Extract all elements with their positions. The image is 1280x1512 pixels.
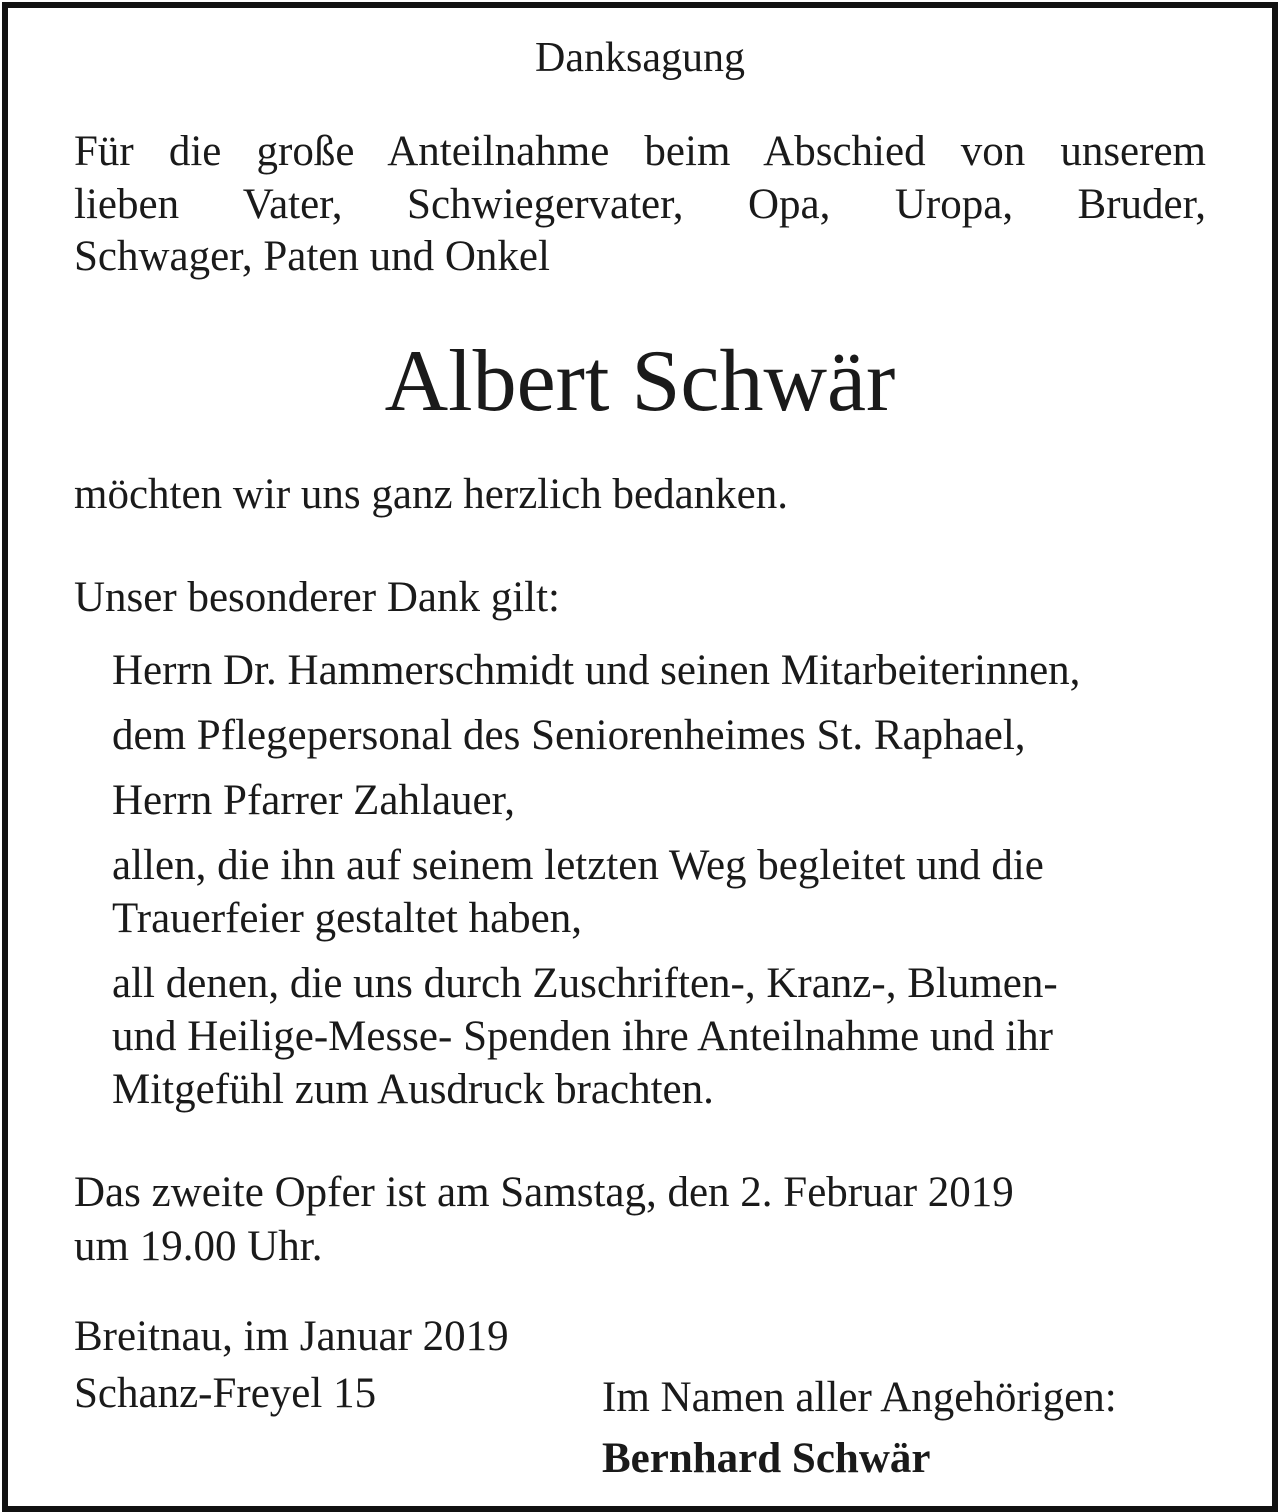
thanks-item: dem Pflegepersonal des Seniorenheimes St. Raphael, (112, 712, 1026, 759)
intro-line: lieben Vater, Schwiegervater, Opa, Uropa, Bruder, (74, 180, 1206, 228)
mass-notice: Das zweite Opfer ist am Samstag, den 2. Februar 2019 (74, 1169, 1014, 1216)
address: Schanz-Freyel 15 (74, 1370, 377, 1417)
thanks-item: Herrn Dr. Hammerschmidt und seinen Mitarbeiterinnen, (112, 647, 1081, 694)
notice-heading: Danksagung (535, 35, 745, 81)
thanks-sentence: möchten wir uns ganz herzlich bedanken. (74, 471, 789, 518)
thanks-item-continued: Trauerfeier gestaltet haben, (112, 895, 583, 942)
signature-name: Bernhard Schwär (602, 1435, 931, 1482)
mass-notice-time: um 19.00 Uhr. (74, 1223, 323, 1270)
intro-line: Für die große Anteilnahme beim Abschied von unserem (74, 128, 1206, 175)
signature-label: Im Namen aller Angehörigen: (602, 1374, 1117, 1421)
thanks-item-continued: Mitgefühl zum Ausdruck brachten. (112, 1066, 714, 1113)
deceased-name: Albert Schwär (384, 333, 896, 430)
thanks-item: all denen, die uns durch Zuschriften-, Kranz-, Blumen- (112, 960, 1058, 1007)
special-thanks-intro: Unser besonderer Dank gilt: (74, 574, 560, 621)
thanks-item: allen, die ihn auf seinem letzten Weg begleitet und die (112, 842, 1044, 889)
obituary-notice (2, 2, 1278, 1512)
thanks-item-continued: und Heilige-Messe- Spenden ihre Anteilnahme und ihr (112, 1013, 1054, 1060)
intro-line: Schwager, Paten und Onkel (74, 233, 550, 280)
thanks-item: Herrn Pfarrer Zahlauer, (112, 777, 515, 824)
intro-paragraph (74, 126, 1206, 284)
place-date: Breitnau, im Januar 2019 (74, 1313, 509, 1360)
